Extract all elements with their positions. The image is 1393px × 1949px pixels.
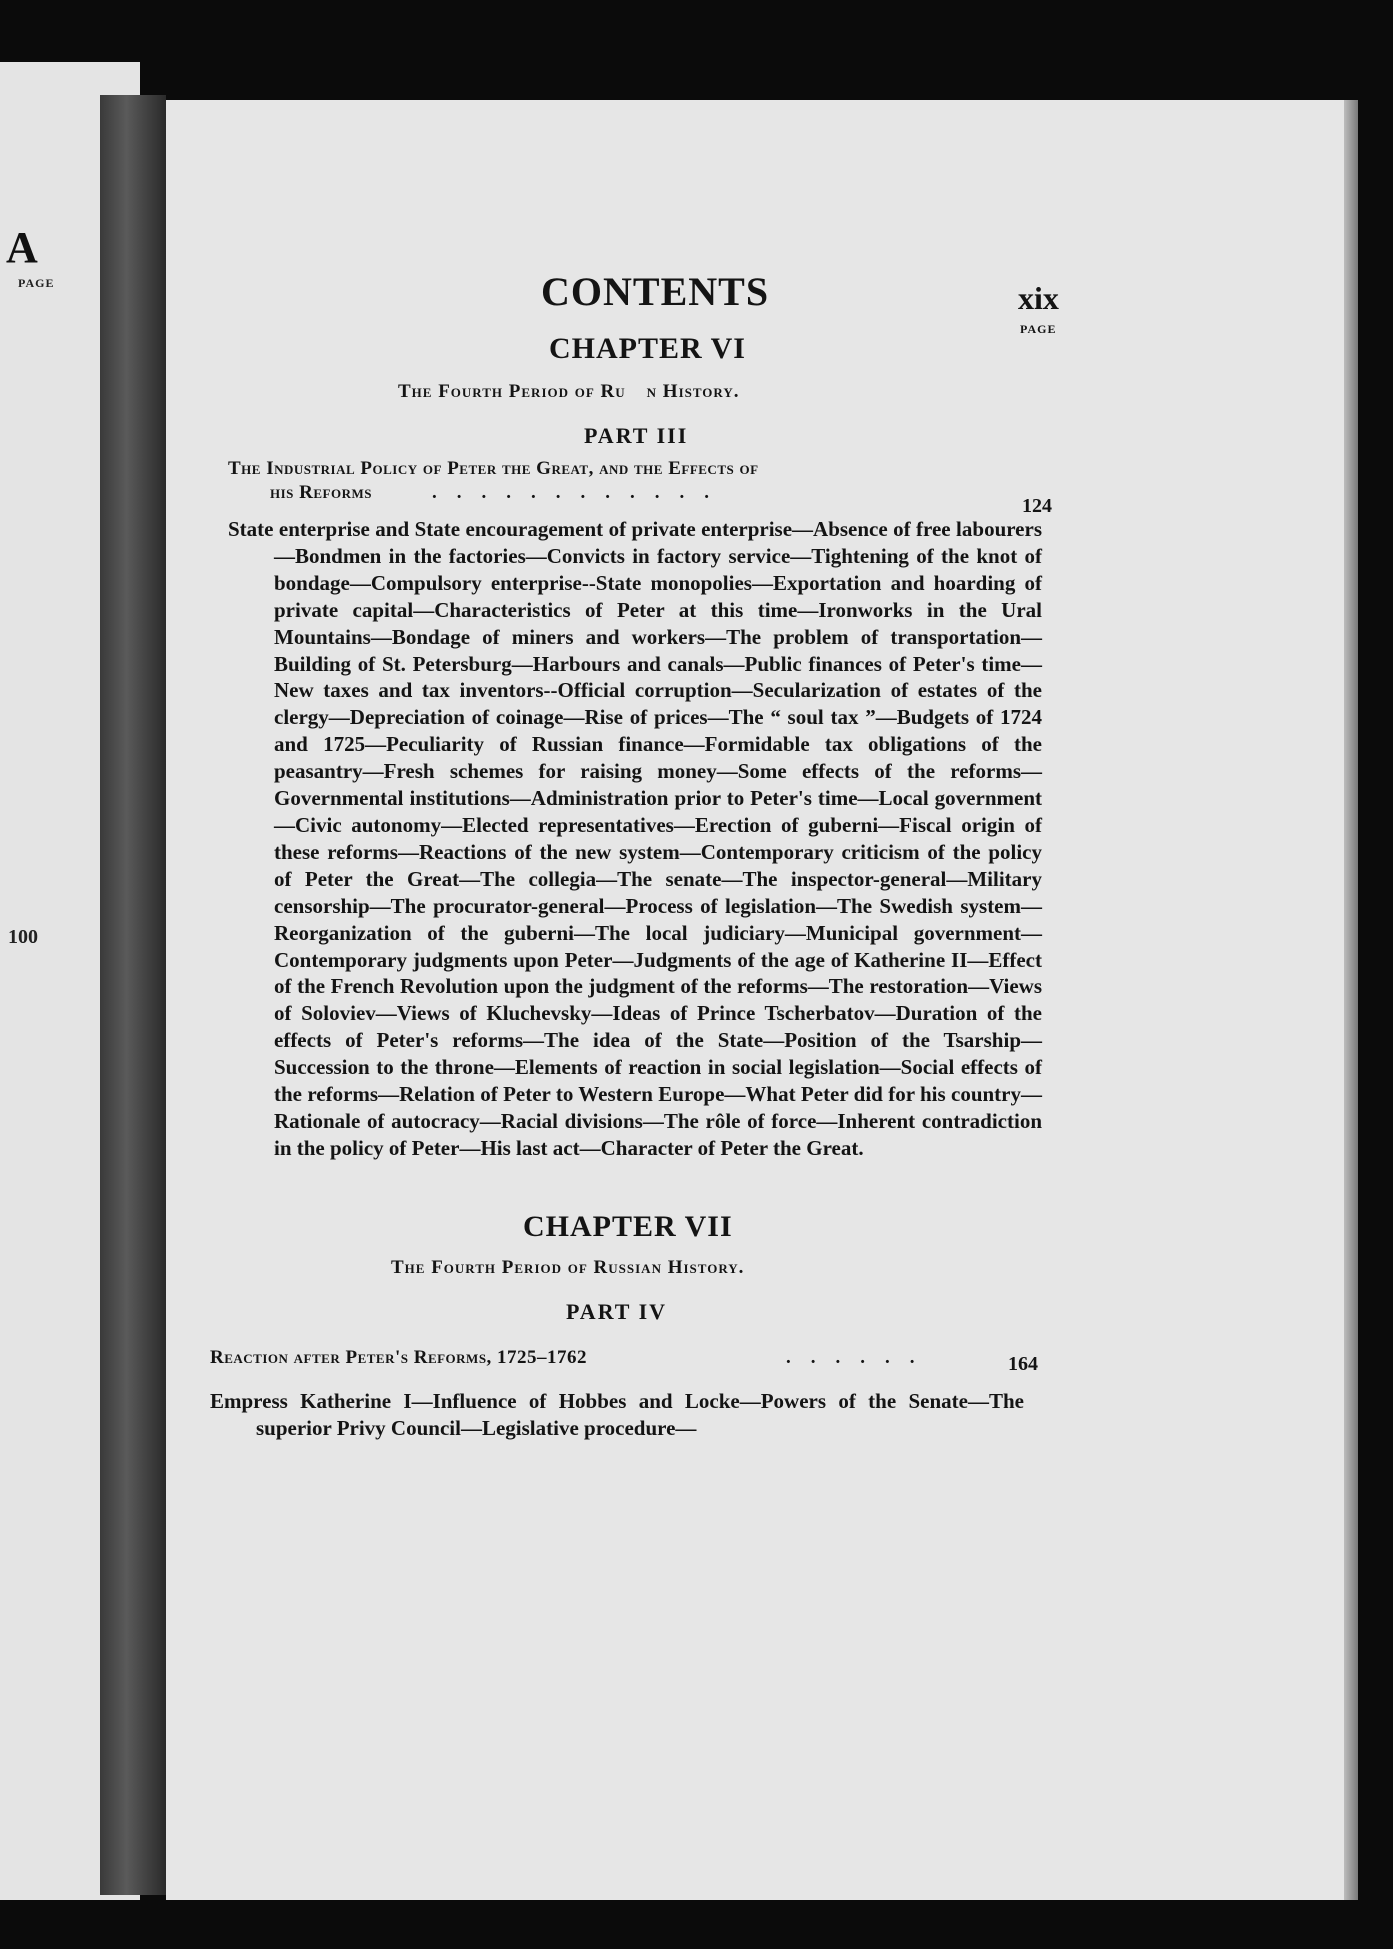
left-page-page-number: 100 [8,926,38,948]
chapter-vi-leaders: . . . . . . . . . . . . [432,482,710,503]
left-page-letter: A [6,223,38,272]
chapter-vii-heading: Reaction after Peter's Reforms, 1725–1762 [210,1347,588,1368]
chapter-vi-title: CHAPTER VI [549,332,746,365]
chapter-vi-heading: The Industrial Policy of Peter the Great, and the Effects of [228,458,759,479]
chapter-vi-heading-continued: his Reforms [270,482,372,503]
chapter-vii-summary: Empress Katherine I—Influence of Hobbes and Locke—Powers of the Senate—The superior Privy Council—Legislative procedure— [210,1389,1024,1440]
chapter-vii-page: 164 [1008,1353,1038,1375]
chapter-vii-leaders: . . . . . . [786,1347,915,1368]
page-number: xix [1018,280,1059,316]
chapter-vii-period: The Fourth Period of Russian History. [391,1257,745,1278]
chapter-vii-title: CHAPTER VII [523,1210,733,1243]
page-edge [1344,100,1358,1900]
chapter-vi-part: PART III [584,423,689,448]
page-column-label: PAGE [1020,322,1057,336]
contents-page [166,100,1344,1900]
running-title: CONTENTS [541,269,770,314]
chapter-vi-summary: State enterprise and State encouragement of private enterprise—Absence of free labourers—Bondmen in the factories—Convicts in factory service—Tightening of the knot of bondage—Compulsory enterprise--State monopolies—Exportation and hoarding of private capital—Characteristics of Peter at this time—Ironworks in the Ural Mountains—Bondage of miners and workers—The problem of transportation—Building of St. Petersburg—Harbours and canals—Public finances of Peter's time—New taxes and tax inventors--Official corruption—Secularization of estates of the clergy—Depreciation of coinage—Rise of prices—The “ soul tax ”—Budgets of 1724 and 1725—Peculiarity of Russian finance—Formidable tax obligations of the peasantry—Fresh schemes for raising money—Some effects of the reforms—Governmental institutions—Administration prior to Peter's time—Local government—Civic autonomy—Elected representatives—Erection of guberni—Fiscal origin of these reforms—Reactions of the new system—Contemporary criticism of the policy of Peter the Great—The collegia—The senate—The inspector-general—Military censorship—The procurator-general—Process of legislation—The Swedish system—Reorganization of the guberni—The local judiciary—Municipal government—Contemporary judgments upon Peter—Judgments of the age of Katherine II—Effect of the French Revolution upon the judgment of the reforms—The restoration—Views of Soloviev—Views of Kluchevsky—Ideas of Prince Tscherbatov—Duration of the effects of Peter's reforms—The idea of the State—Position of the Tsarship—Succession to the throne—Elements of reaction in social legislation—Social effects of the reforms—Relation of Peter to Western Europe—What Peter did for his country—Rationale of autocracy—Racial divisions—The rôle of force—Inherent contradiction in the policy of Peter—His last act—Character of Peter the Great. [228,517,1042,1160]
book-binding [100,95,166,1895]
chapter-vi-page: 124 [1022,495,1052,517]
left-page-page-label: PAGE [18,276,55,290]
chapter-vii-part: PART IV [566,1299,668,1324]
chapter-vi-period: The Fourth Period of Ru n History. [398,381,740,402]
